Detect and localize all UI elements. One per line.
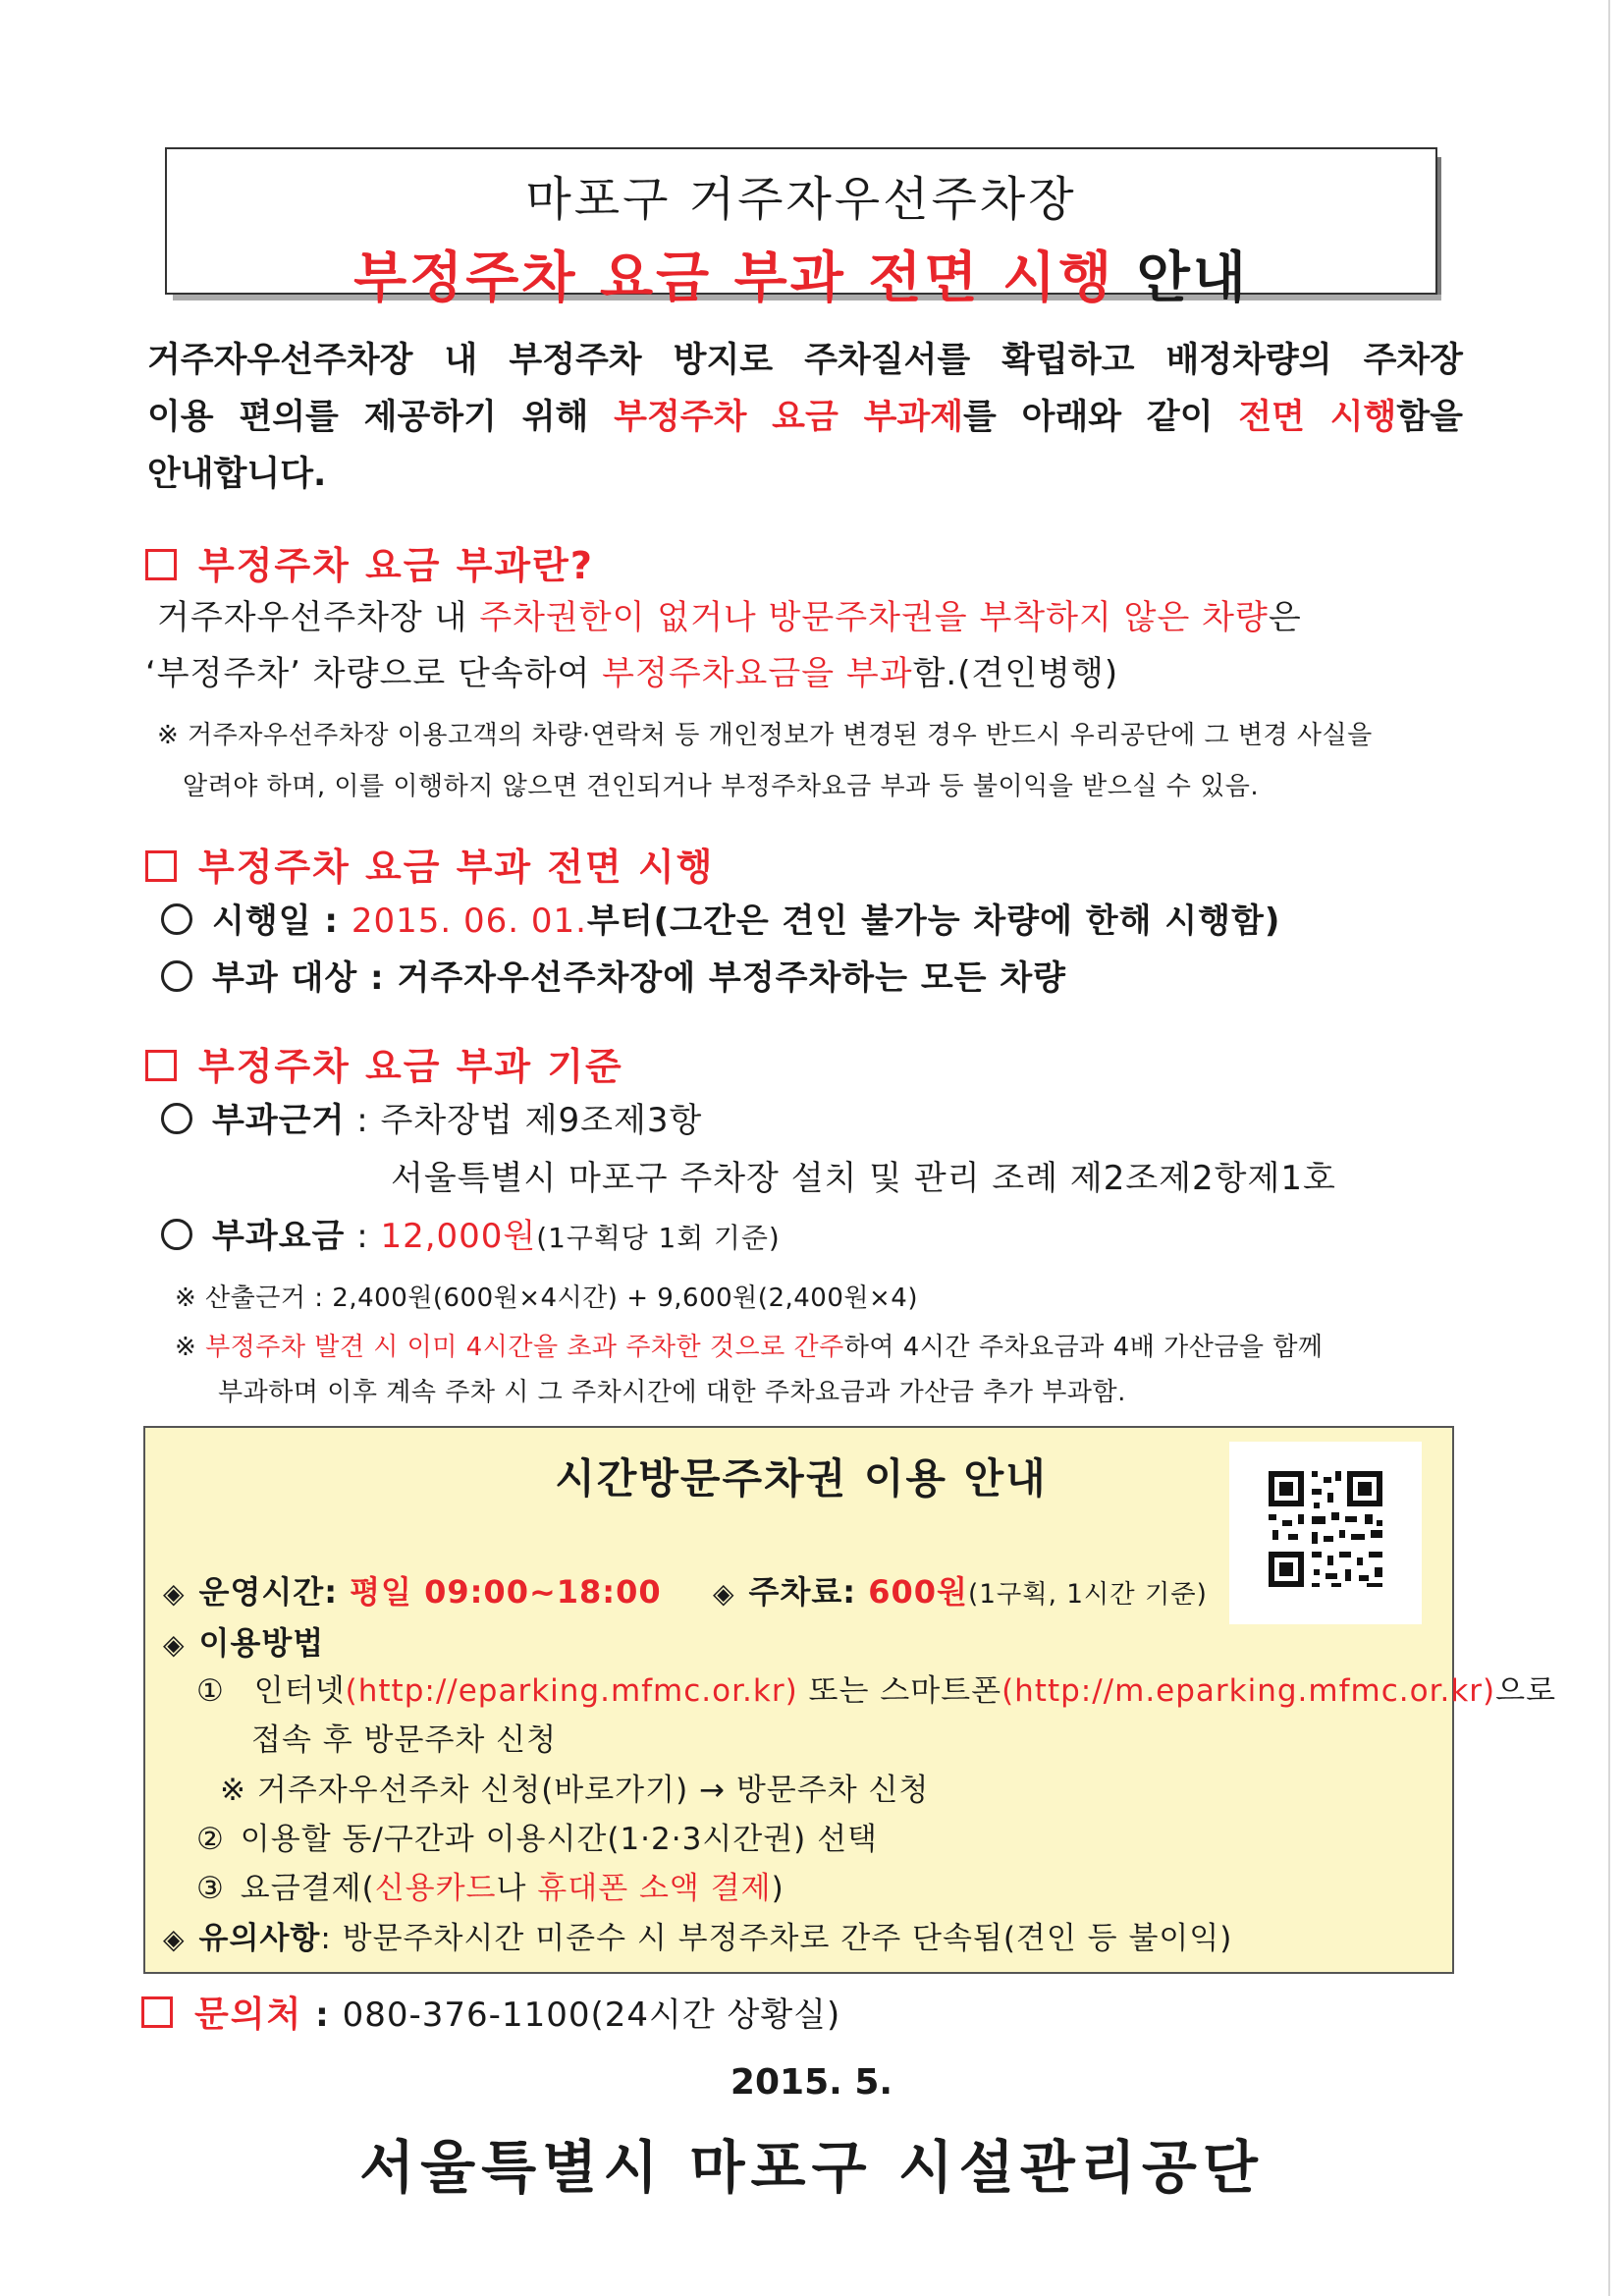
section-3-basis-2: 서울특별시 마포구 주차장 설치 및 관리 조례 제2조제2항제1호 [391,1159,1336,1198]
checkbox-square-icon [145,549,177,580]
section-3-fee: 부과요금 : 12,000원(1구획당 1회 기준) [161,1211,781,1264]
section-3-heading: 부정주차 요금 부과 기준 [145,1036,623,1090]
visit-step-1: ① 인터넷(http://eparking.mfmc.or.kr) 또는 스마트폰(http://m.eparking.mfmc.or.kr)으로 [196,1673,1557,1709]
page-edge [1608,0,1610,2296]
visit-step-2: ② 이용할 동/구간과 이용시간(1·2·3시간권) 선택 [196,1822,879,1857]
circle-bullet-icon [161,903,192,935]
section-1-heading: 부정주차 요금 부과란? [145,535,594,589]
circle-bullet-icon [161,960,192,992]
title-line2 [167,235,1435,313]
intro-line-1: 거주자우선주차장 내 부정주차 방지로 주차질서를 확립하고 배정차량의 주차장 [147,341,1463,380]
visit-hours: ◈ 운영시간: 평일 09:00~18:00 [163,1566,662,1619]
section-2-date: 시행일 : 2015. 06. 01.부터(그간은 견인 불가능 차량에 한해 시행함) [161,896,1280,947]
checkbox-square-icon [145,850,177,882]
mobile-eparking-link[interactable]: (http://m.eparking.mfmc.or.kr) [1001,1673,1496,1709]
visit-caution: ◈ 유의사항: 방문주차시간 미준수 시 부정주차로 간주 단속됨(견인 등 불이익) [163,1913,1232,1965]
diamond-bullet-icon: ◈ [713,1577,735,1610]
section-2-heading: 부정주차 요금 부과 전면 시행 [145,837,714,891]
section-3-rule-1: ※ 부정주차 발견 시 이미 4시간을 초과 주차한 것으로 간주하여 4시간 주차요금과 4배 가산금을 함께 [175,1333,1324,1362]
footer-date: 2015. 5. [730,2062,893,2103]
intro-line-3: 안내합니다. [147,455,327,494]
section-3-calc: ※ 산출근거 : 2,400원(600원×4시간) + 9,600원(2,400원×4) [175,1284,918,1313]
title-box [165,147,1437,310]
circle-bullet-icon [161,1103,192,1134]
title-black: 안내 [1114,246,1249,310]
section-1-line-2: ‘부정주차’ 차량으로 단속하여 부정주차요금을 부과함.(견인병행) [145,654,1119,693]
title-shadow [1437,157,1441,301]
visit-step-1-note: ※ 거주자우선주차 신청(바로가기) → 방문주차 신청 [220,1773,930,1808]
visit-method-label: ◈ 이용방법 [163,1617,324,1670]
contact-line: 문의처 : 080-376-1100(24시간 상황실) [141,1990,840,2041]
visit-step-3: ③ 요금결제(신용카드나 휴대폰 소액 결제) [196,1871,784,1906]
title-line1: 마포구 거주자우선주차장 [525,172,1077,227]
intro-line-2: 이용 편의를 제공하기 위해 부정주차 요금 부과제를 아래와 같이 전면 시행함을 [147,398,1463,437]
eparking-link[interactable]: (http://eparking.mfmc.or.kr) [345,1673,798,1709]
checkbox-square-icon [141,1996,173,2028]
section-2-target: 부과 대상 : 거주자우선주차장에 부정주차하는 모든 차량 [161,953,1066,1004]
footer-organization: 서울특별시 마포구 시설관리공단 [359,2134,1264,2201]
visit-step-1-line-2: 접속 후 방문주차 신청 [251,1722,558,1758]
title-red: 부정주차 요금 부과 전면 시행 [353,246,1115,310]
checkbox-square-icon [145,1050,177,1081]
circle-bullet-icon [161,1219,192,1250]
visit-fee: ◈ 주차료: 600원(1구획, 1시간 기준) [713,1566,1208,1620]
section-1-note-1: ※ 거주자우선주차장 이용고객의 차량·연락처 등 개인정보가 변경된 경우 반드시 우리공단에 그 변경 사실을 [157,721,1373,750]
section-3-rule-2: 부과하며 이후 계속 주차 시 그 주차시간에 대한 주차요금과 가산금 추가 부과함. [218,1378,1126,1407]
diamond-bullet-icon: ◈ [163,1577,186,1610]
section-1-note-2: 알려야 하며, 이를 이행하지 않으면 견인되거나 부정주차요금 부과 등 불이익을 받으실 수 있음. [183,772,1260,801]
diamond-bullet-icon: ◈ [163,1628,186,1661]
diamond-bullet-icon: ◈ [163,1923,186,1955]
section-1-line-1: 거주자우선주차장 내 주차권한이 없거나 방문주차권을 부착하지 않은 차량은 [157,598,1302,637]
visit-title: 시간방문주차권 이용 안내 [555,1454,1048,1503]
section-3-basis: 부과근거 : 주차장법 제9조제3항 [161,1095,702,1146]
